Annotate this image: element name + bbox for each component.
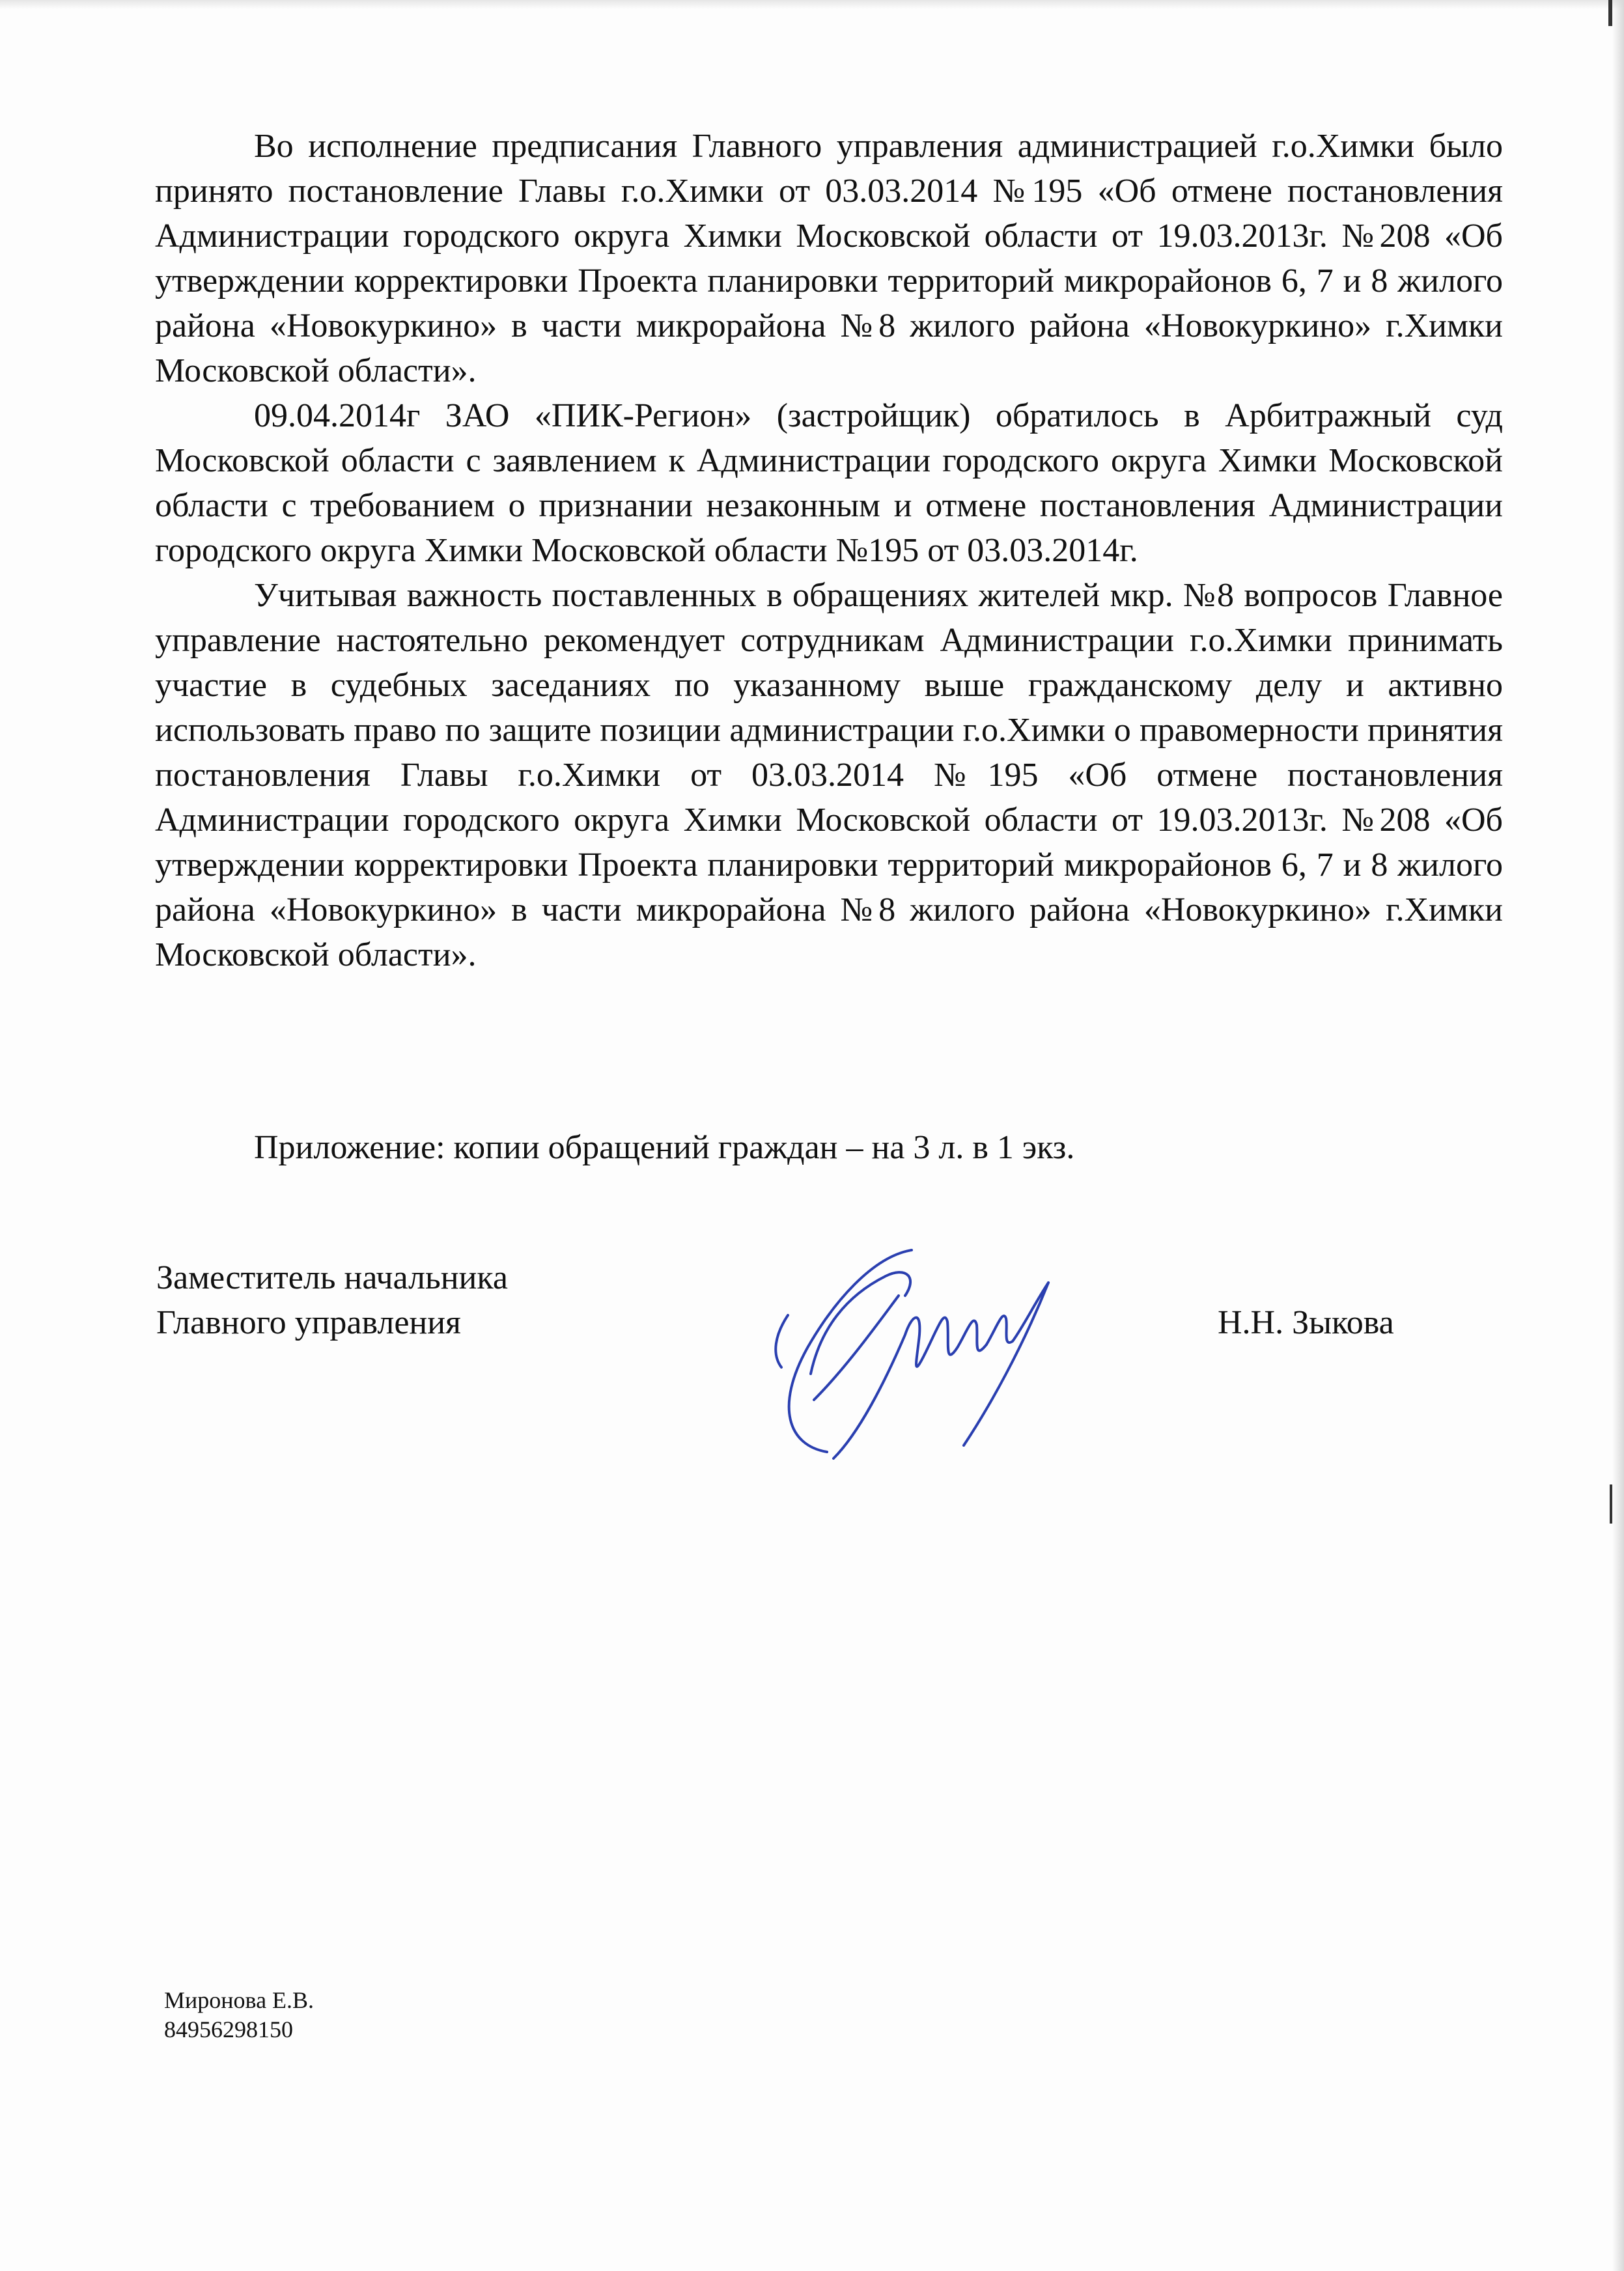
letter-body (155, 124, 1503, 977)
scan-edge-right (1612, 0, 1624, 2271)
signer-name: Н.Н. Зыкова (1218, 1304, 1394, 1341)
scan-mark (1610, 1484, 1612, 1524)
executor-name: Миронова Е.В. (164, 1987, 315, 2013)
paragraph-2: 09.04.2014г ЗАО «ПИК-Регион» (застройщик) обратилось в Арбитражный суд Московской области с заявлением к Администрации городского округа Химки Московской области с требованием о признании незаконным и отмене постановления Администрации городского округа Химки Московской области №195 от 03.03.2014г. (155, 397, 1503, 569)
handwritten-signature (749, 1237, 1074, 1471)
executor-info (164, 1986, 314, 2044)
scan-mark (1608, 0, 1612, 26)
paragraph-3: Учитывая важность поставленных в обращениях жителей мкр. №8 вопросов Главное управление настоятельно рекомендует сотрудникам Администрации г.о.Химки принимать участие в судебных заседаниях по указанному выше гражданскому делу и активно использовать право по защите позиции администрации г.о.Химки о правомерности принятия постановления Главы г.о.Химки от 03.03.2014 №195 «Об отмене постановления Администрации городского округа Химки Московской области от 19.03.2013г. №208 «Об утверждении корректировки Проекта планировки территорий микрорайонов 6, 7 и 8 жилого района «Новокуркино» в части микрорайона №8 жилого района «Новокуркино» г.Химки Московской области». (155, 577, 1503, 973)
signer-position-line-2: Главного управления (156, 1304, 461, 1341)
signer-position-line-1: Заместитель начальника (156, 1259, 508, 1296)
paragraph-1: Во исполнение предписания Главного управления администрацией г.о.Химки было принято постановление Главы г.о.Химки от 03.03.2014 №195 «Об отмене постановления Администрации городского округа Химки Московской области от 19.03.2013г. №208 «Об утверждении корректировки Проекта планировки территорий микрорайонов 6, 7 и 8 жилого района «Новокуркино» в части микрорайона №8 жилого района «Новокуркино» г.Химки Московской области». (155, 128, 1503, 389)
signer-position (156, 1255, 508, 1345)
executor-phone: 84956298150 (164, 2016, 293, 2042)
scan-edge-top (0, 0, 1624, 9)
attachment-note: Приложение: копии обращений граждан – на 3 л. в 1 экз. (254, 1129, 1075, 1166)
